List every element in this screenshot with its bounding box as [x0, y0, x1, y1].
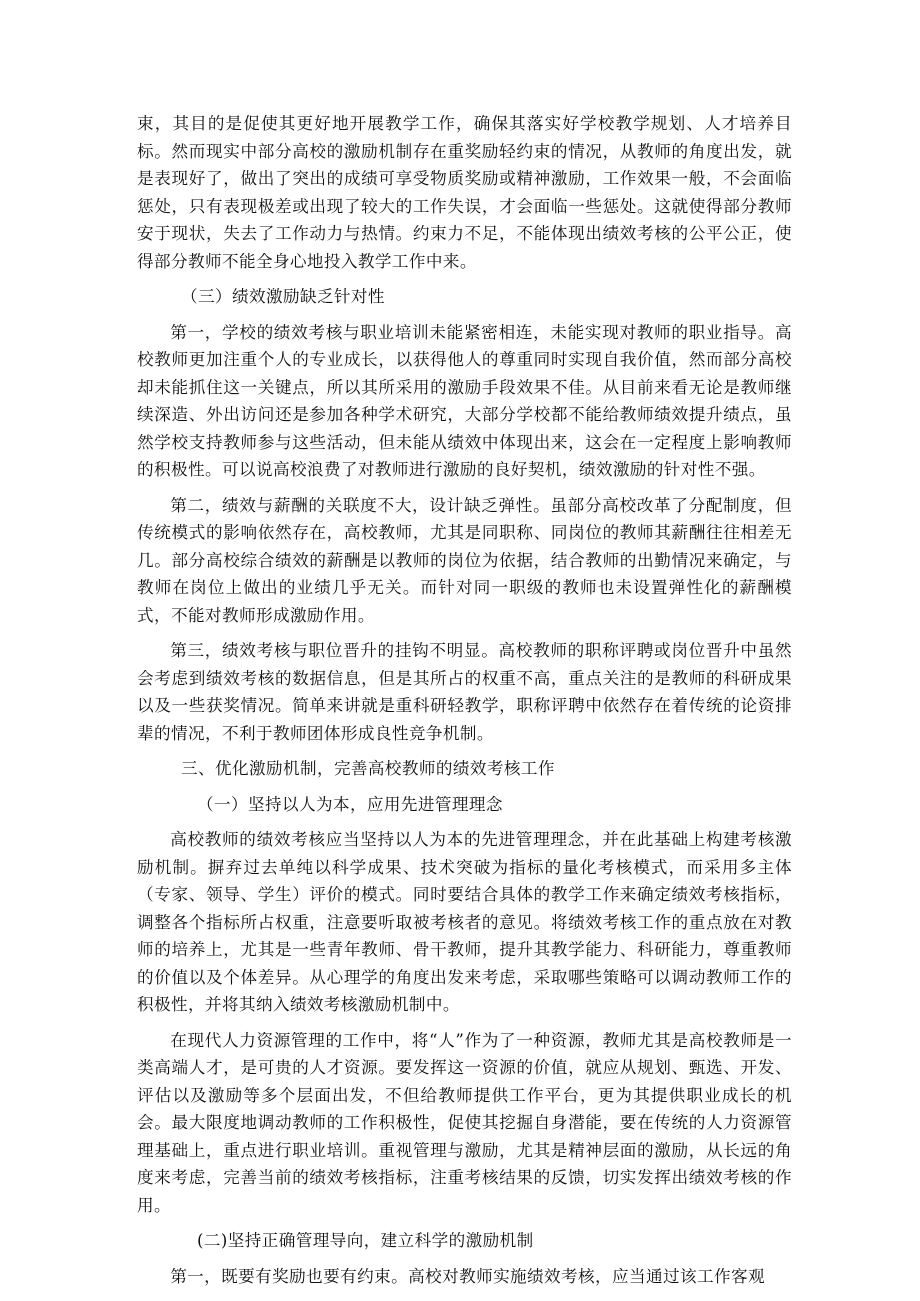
paragraph-reward-constraint: 第一，既要有奖励也要有约束。高校对教师实施绩效考核，应当通过该工作客观	[170, 1266, 765, 1286]
paragraph-point-3: 第三，绩效考核与职位晋升的挂钩不明显。高校教师的职称评聘或岗位晋升中虽然会考虑到绩效考核的数据信息，但是其所占的权重不高，重点关注的是教师的科研成果以及一些获奖情况。简单来讲就是重科研轻教学，职称评聘中依然存在着传统的论资排辈的情况，不利于教师团体形成良性竞争机制。	[137, 641, 792, 743]
section-heading-2: (二)坚持正确管理导向，建立科学的激励机制	[197, 1231, 534, 1250]
paragraph-point-1: 第一，学校的绩效考核与职业培训未能紧密相连，未能实现对教师的职业指导。高校教师更加注重个人的专业成长，以获得他人的尊重同时实现自我价值，然而部分高校却未能抓住这一关键点，所以其所采用的激励手段效果不佳。从目前来看无论是教师继续深造、外出访问还是参加各种学术研究，大部分学校都不能给教师绩效提升绩点，虽然学校支持教师参与这些活动，但未能从绩效中体现出来，这会在一定程度上影响教师的积极性。可以说高校浪费了对教师进行激励的良好契机，绩效激励的针对性不强。	[137, 322, 792, 479]
document-body	[137, 110, 792, 1298]
paragraph-human-resources: 在现代人力资源管理的工作中，将“人”作为了一种资源，教师尤其是高校教师是一类高端人才，是可贵的人才资源。要发挥这一资源的价值，就应从规划、甄选、开发、评估以及激励等多个层面出发，不但给教师提供工作平台，更为其提供职业成长的机会。最大限度地调动教师的工作积极性，促使其挖掘自身潜能，要在传统的人力资源管理基础上，重点进行职业培训。重视管理与激励，尤其是精神层面的激励，从长远的角度来考虑，完善当前的绩效考核指标，注重考核结果的反馈，切实发挥出绩效考核的作用。	[137, 1030, 792, 1215]
paragraph-constraint-intro: 束，其目的是促使其更好地开展教学工作，确保其落实好学校教学规划、人才培养目标。然而现实中部分高校的激励机制存在重奖励轻约束的情况，从教师的角度出发，就是表现好了，做出了突出的成绩可享受物质奖励或精神激励，工作效果一般，不会面临惩处，只有表现极差或出现了较大的工作失误，才会面临一些惩处。这就使得部分教师安于现状，失去了工作动力与热情。约束力不足，不能体现出绩效考核的公平公正，使得部分教师不能全身心地投入教学工作中来。	[137, 114, 792, 271]
section-heading-3: （三）绩效激励缺乏针对性	[181, 287, 385, 306]
paragraph-point-2: 第二，绩效与薪酬的关联度不大，设计缺乏弹性。虽部分高校改革了分配制度，但传统模式的影响依然存在，高校教师，尤其是同职称、同岗位的教师其薪酬往往相差无几。部分高校综合绩效的薪酬是以教师的岗位为依据，结合教师的出勤情况来确定，与教师在岗位上做出的业绩几乎无关。而针对同一职级的教师也未设置弹性化的薪酬模式，不能对教师形成激励作用。	[137, 495, 792, 625]
chapter-heading-3: 三、优化激励机制，完善高校教师的绩效考核工作	[181, 759, 555, 778]
section-heading-1: （一）坚持以人为本，应用先进管理理念	[197, 794, 503, 814]
paragraph-people-oriented: 高校教师的绩效考核应当坚持以人为本的先进管理理念，并在此基础上构建考核激励机制。摒弃过去单纯以科学成果、技术突破为指标的量化考核模式，而采用多主体（专家、领导、学生）评价的模式。同时要结合具体的教学工作来确定绩效考核指标，调整各个指标所占权重，注意要听取被考核者的意见。将绩效考核工作的重点放在对教师的培养上，尤其是一些青年教师、骨干教师，提升其教学能力、科研能力，尊重教师的价值以及个体差异。从心理学的角度出发来考虑，采取哪些策略可以调动教师工作的积极性，并将其纳入绩效考核激励机制中。	[137, 830, 792, 1014]
